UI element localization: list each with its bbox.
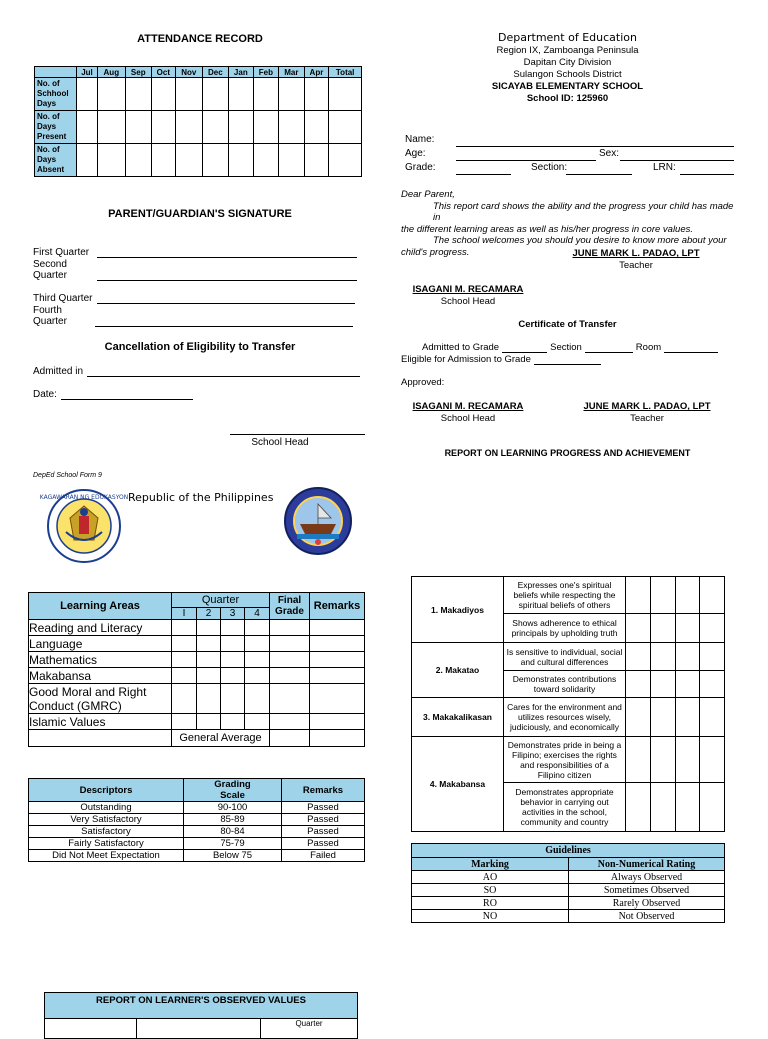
- grading-scale: 90-100: [184, 802, 282, 814]
- guidelines-title: Guidelines: [412, 844, 725, 858]
- name-line: [456, 146, 734, 147]
- eligible-line: [534, 356, 601, 365]
- month-header: Jan: [228, 67, 253, 78]
- letter-line: The school welcomes you should you desire to know more about your: [433, 235, 727, 246]
- grade-line: [456, 174, 511, 175]
- behavior-statement: Demonstrates appropriate behavior in carrying out activities in the school, community and country: [504, 783, 626, 832]
- descriptor: Fairly Satisfactory: [29, 838, 184, 850]
- descriptor-remarks-header: Remarks: [282, 779, 365, 802]
- sex-label: Sex:: [599, 148, 620, 159]
- admitted-in-row: [33, 366, 363, 377]
- learning-areas-header: Learning Areas: [29, 593, 172, 620]
- admitted-grade-line: [502, 344, 547, 353]
- age-label: Age:: [405, 148, 426, 159]
- eligible-label: Eligible for Admission to Grade: [401, 354, 531, 365]
- quarter-label: Second Quarter: [33, 259, 67, 281]
- lrn-line: [680, 174, 734, 175]
- division: Dapitan City Division: [523, 57, 612, 68]
- behavior-statement: Expresses one's spiritual beliefs while respecting the spiritual beliefs of others: [504, 577, 626, 614]
- quarter-number: 4: [245, 608, 270, 620]
- signature-line: [95, 317, 353, 327]
- date-line: [61, 390, 193, 400]
- month-header: Aug: [97, 67, 125, 78]
- transfer-section-line: [585, 344, 633, 353]
- learning-areas-table: [28, 592, 365, 747]
- month-header: Feb: [253, 67, 278, 78]
- admitted-grade-label: Admitted to Grade: [422, 342, 500, 353]
- date-label: Date:: [33, 389, 57, 400]
- learning-area: Mathematics: [29, 652, 172, 668]
- guidelines-table: [411, 843, 725, 923]
- grading-scale: 80-84: [184, 826, 282, 838]
- age-line: [456, 160, 596, 161]
- marking-header: Marking: [412, 858, 569, 871]
- descriptors-header: Descriptors: [29, 779, 184, 802]
- descriptor-remark: Passed: [282, 802, 365, 814]
- report-title: REPORT ON LEARNING PROGRESS AND ACHIEVEMENT: [444, 448, 691, 458]
- month-header: Jul: [77, 67, 98, 78]
- deped-seal: [39, 488, 129, 544]
- signature-line: [97, 271, 357, 281]
- attendance-row-label: No. of Days Absent: [35, 144, 77, 177]
- behavior-statement: Demonstrates pride in being a Filipino; exercises the rights and responsibilities of a Filipino citizen: [504, 737, 626, 783]
- cancellation-title: Cancellation of Eligibility to Transfer: [104, 341, 296, 353]
- section-label: Section:: [531, 162, 568, 173]
- core-values-table: [411, 576, 725, 832]
- letter-line: the different learning areas as well as his/her progress in core values.: [401, 223, 694, 235]
- grading-scale-header: Grading Scale: [184, 779, 282, 802]
- school-head-label: School Head: [251, 437, 309, 448]
- learning-area: Language: [29, 636, 172, 652]
- quarter-label: Third Quarter: [33, 293, 93, 304]
- month-header: Mar: [279, 67, 304, 78]
- marking: RO: [412, 897, 569, 910]
- month-header: Nov: [175, 67, 202, 78]
- behavior-statement: Cares for the environment and utilizes resources wisely, judiciously, and economically: [504, 698, 626, 737]
- core-value: 3. Makakalikasan: [412, 698, 504, 737]
- admitted-in-label: Admitted in: [33, 366, 84, 377]
- teacher-role: Teacher: [619, 260, 653, 271]
- quarter-number: 3: [221, 608, 245, 620]
- grade-label: Grade:: [405, 162, 436, 173]
- descriptors-table: [28, 778, 365, 862]
- form-label: DepEd School Form 9: [33, 472, 102, 479]
- marking: NO: [412, 910, 569, 923]
- attendance-row-label: No. of Schhool Days: [35, 78, 77, 111]
- behavior-statement: Demonstrates contributions toward solidarity: [504, 671, 626, 698]
- quarter-label: Fourth Quarter: [33, 305, 67, 327]
- attendance-title: ATTENDANCE RECORD: [137, 33, 263, 45]
- svg-text:KAGAWARAN NG EDUKASYON: KAGAWARAN NG EDUKASYON: [39, 494, 129, 501]
- descriptor: Outstanding: [29, 802, 184, 814]
- signature-line: [97, 294, 355, 304]
- observed-values-title: REPORT ON LEARNER'S OBSERVED VALUES: [45, 993, 358, 1019]
- transfer-teacher-role: Teacher: [630, 413, 664, 424]
- grading-scale: 75-79: [184, 838, 282, 850]
- signature-line: [97, 248, 357, 258]
- observed-quarter-label: Quarter: [261, 1019, 358, 1039]
- marking: AO: [412, 871, 569, 884]
- school-head-signature-line: [230, 434, 365, 435]
- dept-name: Department of Education: [498, 31, 637, 44]
- descriptor: Did Not Meet Expectation: [29, 850, 184, 862]
- transfer-head-name: ISAGANI M. RECAMARA: [412, 401, 524, 412]
- descriptor-remark: Failed: [282, 850, 365, 862]
- transfer-head-role: School Head: [440, 413, 496, 424]
- lrn-label: LRN:: [653, 162, 676, 173]
- descriptor: Very Satisfactory: [29, 814, 184, 826]
- quarter-number: 2: [197, 608, 221, 620]
- attendance-row-label: No. of Days Present: [35, 111, 77, 144]
- month-header: Oct: [151, 67, 175, 78]
- core-value: 4. Makabansa: [412, 737, 504, 832]
- learning-area: Makabansa: [29, 668, 172, 684]
- rating-header: Non-Numerical Rating: [569, 858, 725, 871]
- month-header: Total: [329, 67, 362, 78]
- learning-area: Reading and Literacy: [29, 620, 172, 636]
- parent-signature-list: [33, 235, 363, 327]
- descriptor-remark: Passed: [282, 826, 365, 838]
- sex-line: [620, 160, 734, 161]
- republic-text: Republic of the Philippines: [128, 491, 274, 504]
- head-name: ISAGANI M. RECAMARA: [412, 284, 524, 295]
- month-header: Apr: [304, 67, 329, 78]
- remarks-header: Remarks: [310, 593, 365, 620]
- grading-scale: Below 75: [184, 850, 282, 862]
- letter-greeting: Dear Parent,: [401, 189, 455, 200]
- district: Sulangon Schools District: [513, 69, 622, 80]
- general-average-label: General Average: [172, 730, 270, 747]
- quarter-label: First Quarter: [33, 247, 90, 258]
- behavior-statement: Is sensitive to individual, social and cultural differences: [504, 643, 626, 671]
- transfer-title: Certificate of Transfer: [518, 319, 617, 330]
- month-header: Dec: [202, 67, 228, 78]
- rating: Not Observed: [569, 910, 725, 923]
- admitted-in-line: [87, 367, 360, 377]
- behavior-statement: Shows adherence to ethical principals by upholding truth: [504, 614, 626, 643]
- learning-area: Good Moral and Right Conduct (GMRC): [29, 684, 172, 714]
- attendance-corner: [35, 67, 77, 78]
- region: Region IX, Zamboanga Peninsula: [496, 45, 639, 56]
- letter-line: This report card shows the ability and the progress your child has made in: [433, 200, 734, 223]
- marking: SO: [412, 884, 569, 897]
- learning-area: Islamic Values: [29, 714, 172, 730]
- room-line: [664, 344, 718, 353]
- admitted-grade-row: [422, 342, 722, 353]
- school-seal: [283, 486, 353, 544]
- core-value: 2. Makatao: [412, 643, 504, 698]
- quarter-number: I: [172, 608, 197, 620]
- section-line: [566, 174, 632, 175]
- teacher-name: JUNE MARK L. PADAO, LPT: [572, 248, 700, 259]
- observed-values-table: [44, 992, 358, 1039]
- month-header: Sep: [125, 67, 151, 78]
- eligible-row: [401, 354, 601, 365]
- descriptor-remark: Passed: [282, 838, 365, 850]
- transfer-section-label: Section: [550, 342, 582, 353]
- letter-line: child's progress.: [401, 246, 470, 258]
- grading-scale: 85-89: [184, 814, 282, 826]
- rating: Rarely Observed: [569, 897, 725, 910]
- name-label: Name:: [405, 134, 435, 145]
- descriptor-remark: Passed: [282, 814, 365, 826]
- approved-label: Approved:: [401, 377, 445, 388]
- room-label: Room: [635, 342, 662, 353]
- head-role: School Head: [440, 296, 496, 307]
- quarter-header: Quarter: [172, 593, 270, 608]
- attendance-table: [34, 66, 362, 177]
- descriptor: Satisfactory: [29, 826, 184, 838]
- final-grade-header: Final Grade: [270, 593, 310, 620]
- core-value: 1. Makadiyos: [412, 577, 504, 643]
- transfer-teacher-name: JUNE MARK L. PADAO, LPT: [583, 401, 711, 412]
- school-id: School ID: 125960: [526, 93, 609, 104]
- school-name: SICAYAB ELEMENTARY SCHOOL: [491, 81, 644, 92]
- parent-signature-title: PARENT/GUARDIAN'S SIGNATURE: [108, 208, 292, 220]
- rating: Always Observed: [569, 871, 725, 884]
- rating: Sometimes Observed: [569, 884, 725, 897]
- date-row: [33, 389, 193, 400]
